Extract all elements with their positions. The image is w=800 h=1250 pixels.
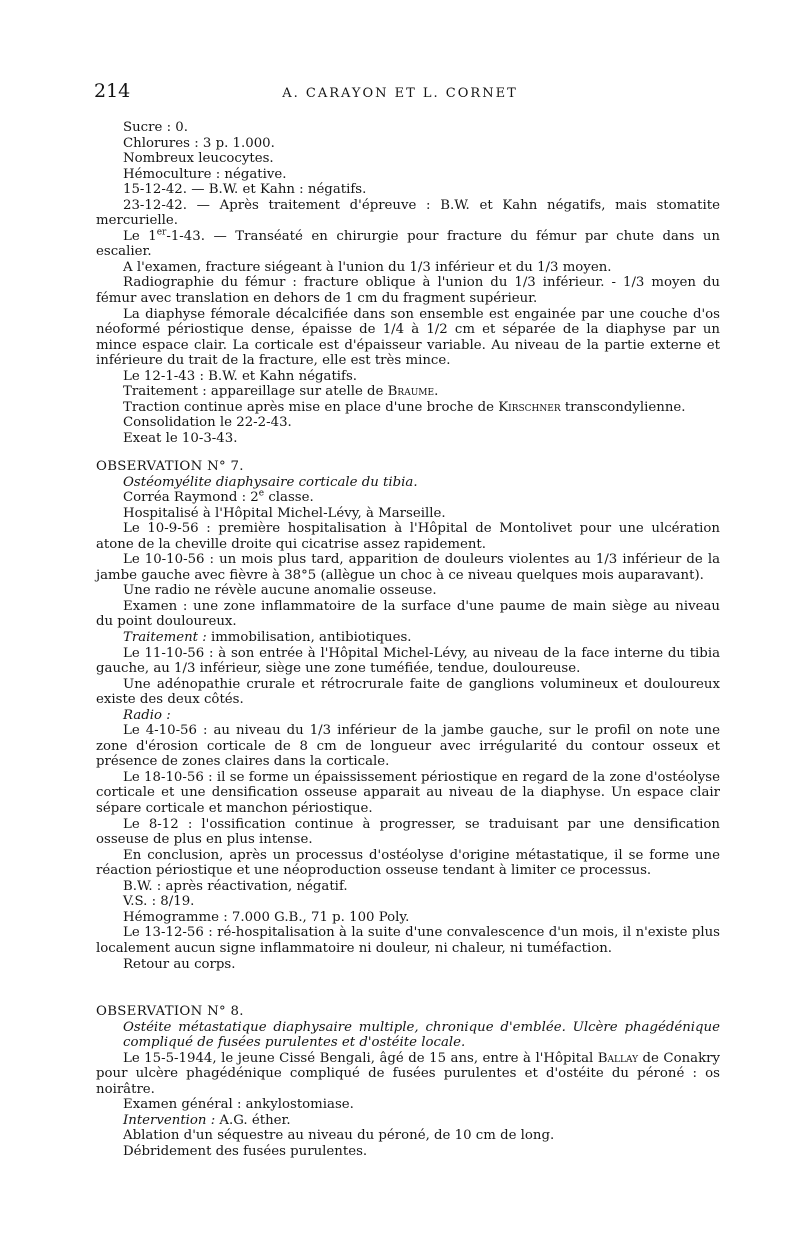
observation-8-subtitle: Ostéite métastatique diaphysaire multiple, chronique d'emblée. Ulcère phagédénique compliqué de fusées purulentes et d'ostéite locale. xyxy=(123,1019,720,1051)
observation-7-title: OBSERVATION N° 7. xyxy=(96,459,244,474)
paragraph-conclusion: En conclusion, après un processus d'ostéolyse d'origine métastatique, il se forme une réaction périostique et une néoproduction osseuse tendant à limiter ce processus. xyxy=(96,847,720,879)
le-1-text: -1-43. — Transéaté en chirurgie pour fracture du fémur par chute dans un escalier. xyxy=(96,228,720,260)
observation-7 xyxy=(96,459,720,972)
paragraph-12-1-43: Le 12-1-43 : B.W. et Kahn négatifs. xyxy=(123,368,358,384)
paragraph-10-9-56: Le 10-9-56 : première hospitalisation à l'Hôpital de Montolivet pour une ulcération atone de la cheville droite qui cicatrise assez rapidement. xyxy=(96,521,720,552)
paragraph-radio-none: Une radio ne révèle aucune anomalie osseuse. xyxy=(123,583,437,599)
paragraph-ablation: Ablation d'un séquestre au niveau du péroné, de 10 cm de long. xyxy=(123,1128,555,1144)
line-leucocytes: Nombreux leucocytes. xyxy=(123,151,274,167)
ballay-name: Ballay xyxy=(597,1050,639,1066)
paragraph-hospitalise: Hospitalisé à l'Hôpital Michel-Lévy, à Marseille. xyxy=(123,505,446,521)
paragraph-examen: Examen : une zone inflammatoire de la surface d'une paume de main siège au niveau du point douloureux. xyxy=(96,598,720,630)
paragraph-23-12-42: 23-12-42. — Après traitement d'épreuve : B.W. et Kahn négatifs, mais stomatite mercurielle. xyxy=(96,197,720,229)
kirschner-name: Kirschner xyxy=(498,399,561,415)
traction-text: Traction continue après mise en place d'une broche de xyxy=(123,399,499,415)
le-1-superscript: er xyxy=(156,227,167,238)
radio-label: Radio : xyxy=(123,707,171,723)
paragraph-retour: Retour au corps. xyxy=(123,956,236,972)
paragraph-intro xyxy=(96,1051,720,1098)
paragraph-examen-general: Examen général : ankylostomiase. xyxy=(123,1097,354,1113)
paragraph-vs: V.S. : 8/19. xyxy=(123,894,195,910)
paragraph-consolidation: Consolidation le 22-2-43. xyxy=(123,415,292,431)
paragraph-1-1-43 xyxy=(96,229,720,260)
paragraph-traitement xyxy=(96,630,720,646)
paragraph-8-12: Le 8-12 : l'ossification continue à progresser, se traduisant par une densification osseuse de plus en plus intense. xyxy=(96,816,720,848)
running-head: A. CARAYON ET L. CORNET xyxy=(282,86,518,101)
page-number: 214 xyxy=(94,80,131,102)
line-hemoculture: Hémoculture : négative. xyxy=(123,166,287,182)
patient-superscript: e xyxy=(258,488,265,499)
le-1-prefix: Le 1 xyxy=(123,228,157,244)
paragraph-18-10-56: Le 18-10-56 : il se forme un épaississement périostique en regard de la zone d'ostéolyse corticale et une densification osseuse apparait au niveau de la diaphyse. Un espace clair sépare corticale et manchon périostique. xyxy=(96,769,720,817)
patient-class: classe. xyxy=(264,490,314,506)
paragraph-diaphyse: La diaphyse fémorale décalcifiée dans son ensemble est engainée par une couche d'os néoformé périostique dense, épaisse de 1/4 à 1/2 cm et séparée de la diaphyse par un mince espace clair. La corticale est d'épaisseur variable. Au niveau de la partie externe et inférieure du trait de la fracture, elle est très mince. xyxy=(96,306,720,369)
paragraph-11-10-56: Le 11-10-56 : à son entrée à l'Hôpital Michel-Lévy, au niveau de la face interne du tibia gauche, au 1/3 inférieur, siège une zone tuméfiée, tendue, douloureuse. xyxy=(96,645,720,677)
line-sucre: Sucre : 0. xyxy=(123,120,188,135)
observation-8 xyxy=(96,1004,720,1159)
line-15-12-42: 15-12-42. — B.W. et Kahn : négatifs. xyxy=(123,182,367,198)
paragraph-13-12-56: Le 13-12-56 : ré-hospitalisation à la suite d'une convalescence d'un mois, il n'existe plus localement aucun signe inflammatoire ni douleur, ni chaleur, ni tuméfaction. xyxy=(96,925,720,956)
intervention-label: Intervention : xyxy=(123,1112,216,1128)
traitement-label: Traitement : xyxy=(123,630,207,646)
previous-observation-continuation xyxy=(96,120,720,446)
intro-text: Le 15-5-1944, le jeune Cissé Bengali, âgé de 15 ans, entre à l'Hôpital xyxy=(123,1050,598,1066)
paragraph-10-10-56: Le 10-10-56 : un mois plus tard, apparition de douleurs violentes au 1/3 inférieur de la jambe gauche avec fièvre à 38°5 (allègue un choc à ce niveau quelques mois auparavant). xyxy=(96,552,720,583)
line-chlorures: Chlorures : 3 p. 1.000. xyxy=(123,135,275,151)
paragraph-hemogramme: Hémogramme : 7.000 G.B., 71 p. 100 Poly. xyxy=(123,909,410,925)
paragraph-examen: A l'examen, fracture siégeant à l'union du 1/3 inférieur et du 1/3 moyen. xyxy=(123,259,612,275)
traitement-text: immobilisation, antibiotiques. xyxy=(206,630,412,646)
traction-end: transcondylienne. xyxy=(560,399,686,415)
paragraph-traitement xyxy=(96,384,720,400)
paragraph-debridement: Débridement des fusées purulentes. xyxy=(123,1143,368,1159)
patient-name: Corréa Raymond : 2 xyxy=(123,490,259,506)
traitement-text: Traitement : appareillage sur atelle de xyxy=(123,384,388,400)
intro-end: de Conakry pour ulcère phagédénique compliqué de fusées purulentes et d'ostéite du péroné : os noirâtre. xyxy=(96,1050,720,1097)
observation-8-title: OBSERVATION N° 8. xyxy=(96,1004,244,1019)
paragraph-exeat: Exeat le 10-3-43. xyxy=(123,430,238,446)
intervention-text: A.G. éther. xyxy=(215,1112,291,1128)
paragraph-4-10-56: Le 4-10-56 : au niveau du 1/3 inférieur de la jambe gauche, sur le profil on note une zone d'érosion corticale de 8 cm de longueur avec irrégularité du contour osseux et présence de zones claires dans la corticale. xyxy=(96,723,720,770)
braume-name: Braume. xyxy=(387,384,439,400)
paragraph-radiographie: Radiographie du fémur : fracture oblique à l'union du 1/3 inférieur. - 1/3 moyen du fémur avec translation en dehors de 1 cm du fragment supérieur. xyxy=(96,275,720,307)
paragraph-traction xyxy=(96,400,720,416)
paragraph-adenopathie: Une adénopathie crurale et rétrocrurale faite de ganglions volumineux et douloureux existe des deux côtés. xyxy=(96,676,720,708)
observation-7-subtitle: Ostéomyélite diaphysaire corticale du tibia. xyxy=(123,474,418,490)
paragraph-intervention xyxy=(96,1113,720,1129)
patient-line xyxy=(96,490,720,506)
paragraph-bw: B.W. : après réactivation, négatif. xyxy=(123,878,348,894)
